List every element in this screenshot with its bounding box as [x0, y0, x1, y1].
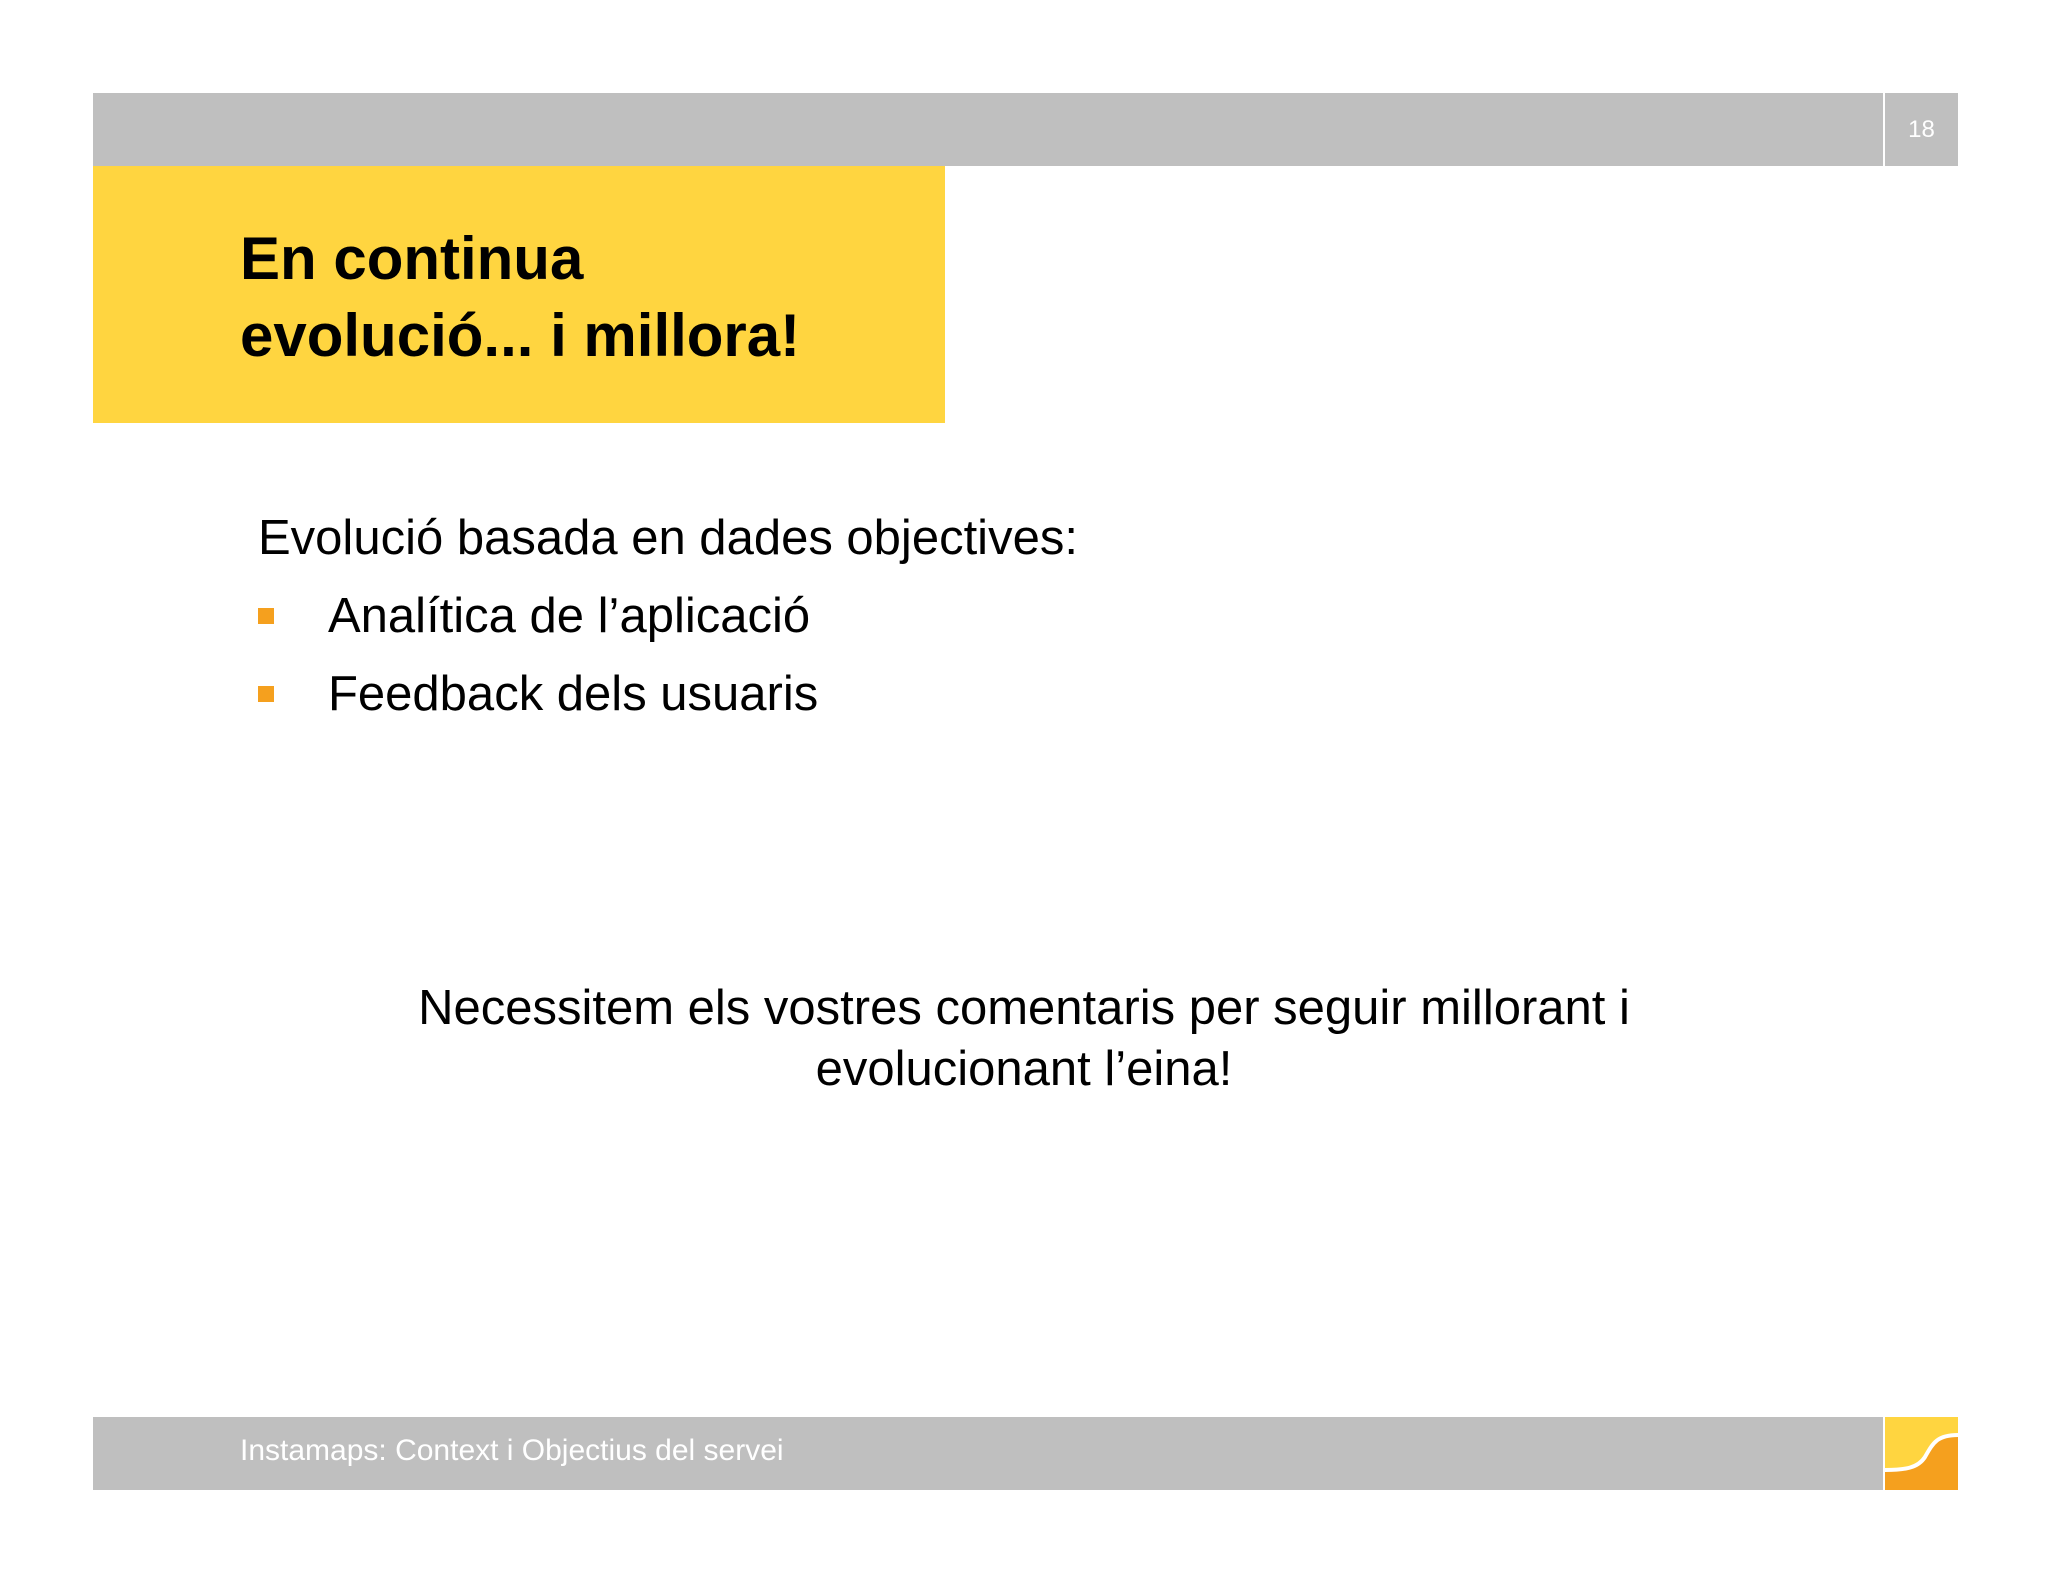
intro-text: Evolució basada en dades objectives:	[258, 511, 1078, 565]
slide-title-line-1: En continua	[240, 225, 584, 292]
list-item	[258, 588, 810, 644]
callout-text	[324, 978, 1724, 1100]
list-item	[258, 666, 818, 722]
list-item-label: Analítica de l’aplicació	[328, 589, 811, 643]
logo-icon	[1885, 1417, 1958, 1490]
square-bullet-icon	[258, 608, 274, 624]
square-bullet-icon	[258, 686, 274, 702]
callout-line-1: Necessitem els vostres comentaris per seguir millorant i	[418, 981, 1630, 1035]
list-item-label: Feedback dels usuaris	[328, 667, 819, 721]
header-bar	[93, 93, 1883, 166]
footer-text: Instamaps: Context i Objectius del servei	[240, 1434, 784, 1467]
slide-title	[240, 220, 920, 374]
page-number: 18	[1885, 93, 1958, 166]
callout-line-2: evolucionant l’eina!	[815, 1042, 1233, 1096]
slide-title-line-2: evolució... i millora!	[240, 302, 801, 369]
